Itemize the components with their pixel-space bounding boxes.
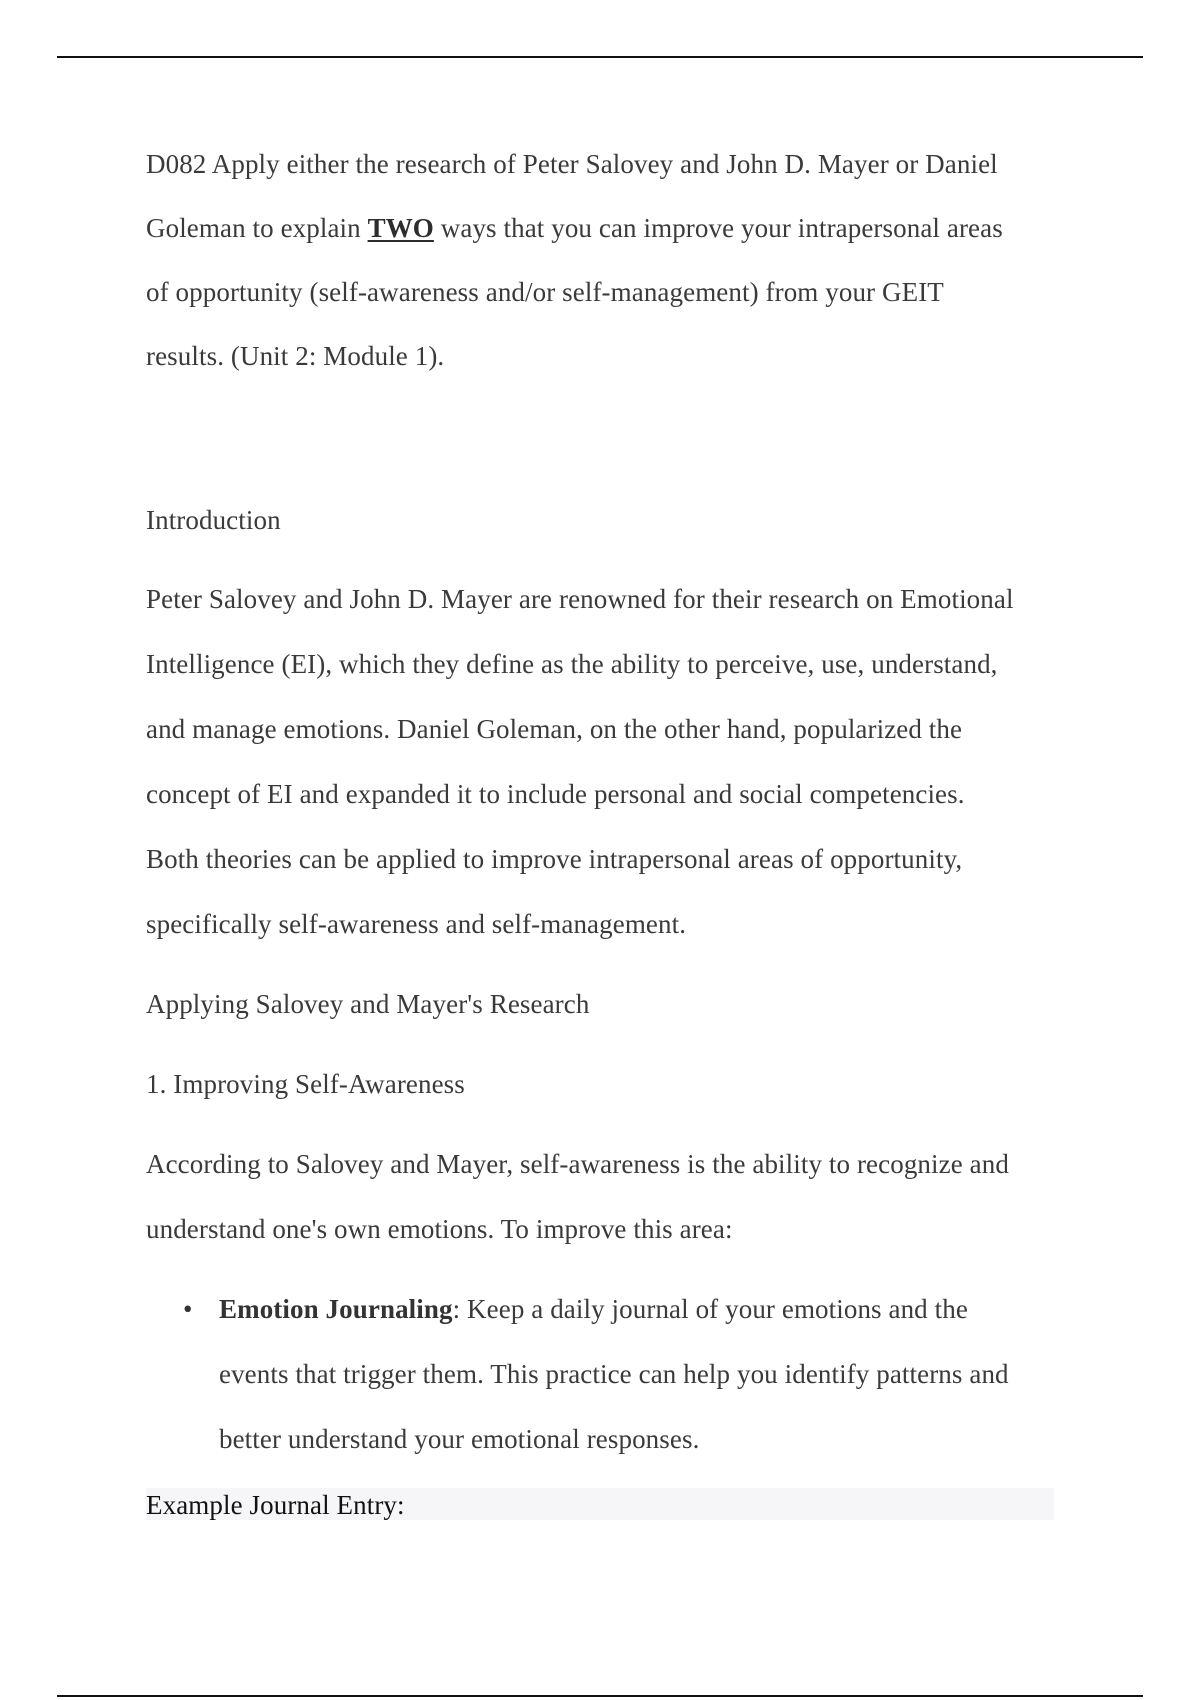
emphasis-two: TWO <box>367 213 434 243</box>
bullet-term: Emotion Journaling <box>219 1294 453 1324</box>
section-heading: Applying Salovey and Mayer's Research <box>146 989 590 1019</box>
bullet-line-2: events that trigger them. This practice can help you identify patterns and <box>219 1359 1009 1389</box>
intro-line-4: concept of EI and expanded it to include personal and social competencies. <box>146 779 965 809</box>
intro-line-3: and manage emotions. Daniel Goleman, on the other hand, popularized the <box>146 714 963 744</box>
intro-line-2: Intelligence (EI), which they define as the ability to perceive, use, understand, <box>146 649 998 679</box>
bottom-rule <box>57 1695 1143 1697</box>
section-line-1: According to Salovey and Mayer, self-awareness is the ability to recognize and <box>146 1149 1009 1179</box>
intro-line-1: Peter Salovey and John D. Mayer are renowned for their research on Emotional <box>146 584 1014 614</box>
question-line-3: of opportunity (self-awareness and/or self-management) from your GEIT <box>146 277 944 307</box>
question-line-2-start: Goleman to explain <box>146 213 368 243</box>
top-rule <box>57 56 1143 58</box>
question-line-4: results. (Unit 2: Module 1). <box>146 341 445 371</box>
bullet-line-1 <box>219 1293 968 1325</box>
example-journal-label: Example Journal Entry: <box>146 1490 405 1520</box>
bullet-line-1-rest: : Keep a daily journal of your emotions and the <box>452 1294 968 1324</box>
introduction-heading: Introduction <box>146 505 281 535</box>
question-line-1: D082 Apply either the research of Peter Salovey and John D. Mayer or Daniel <box>146 149 998 179</box>
intro-line-5: Both theories can be applied to improve intrapersonal areas of opportunity, <box>146 844 963 874</box>
bullet-line-3: better understand your emotional responses. <box>219 1424 700 1454</box>
intro-line-6: specifically self-awareness and self-management. <box>146 909 687 939</box>
section-subheading: 1. Improving Self-Awareness <box>146 1069 465 1099</box>
question-line-2-end: ways that you can improve your intrapersonal areas <box>433 213 1003 243</box>
bullet-marker: • <box>183 1294 193 1324</box>
section-line-2: understand one's own emotions. To improve this area: <box>146 1214 733 1244</box>
question-line-2 <box>146 212 1003 244</box>
